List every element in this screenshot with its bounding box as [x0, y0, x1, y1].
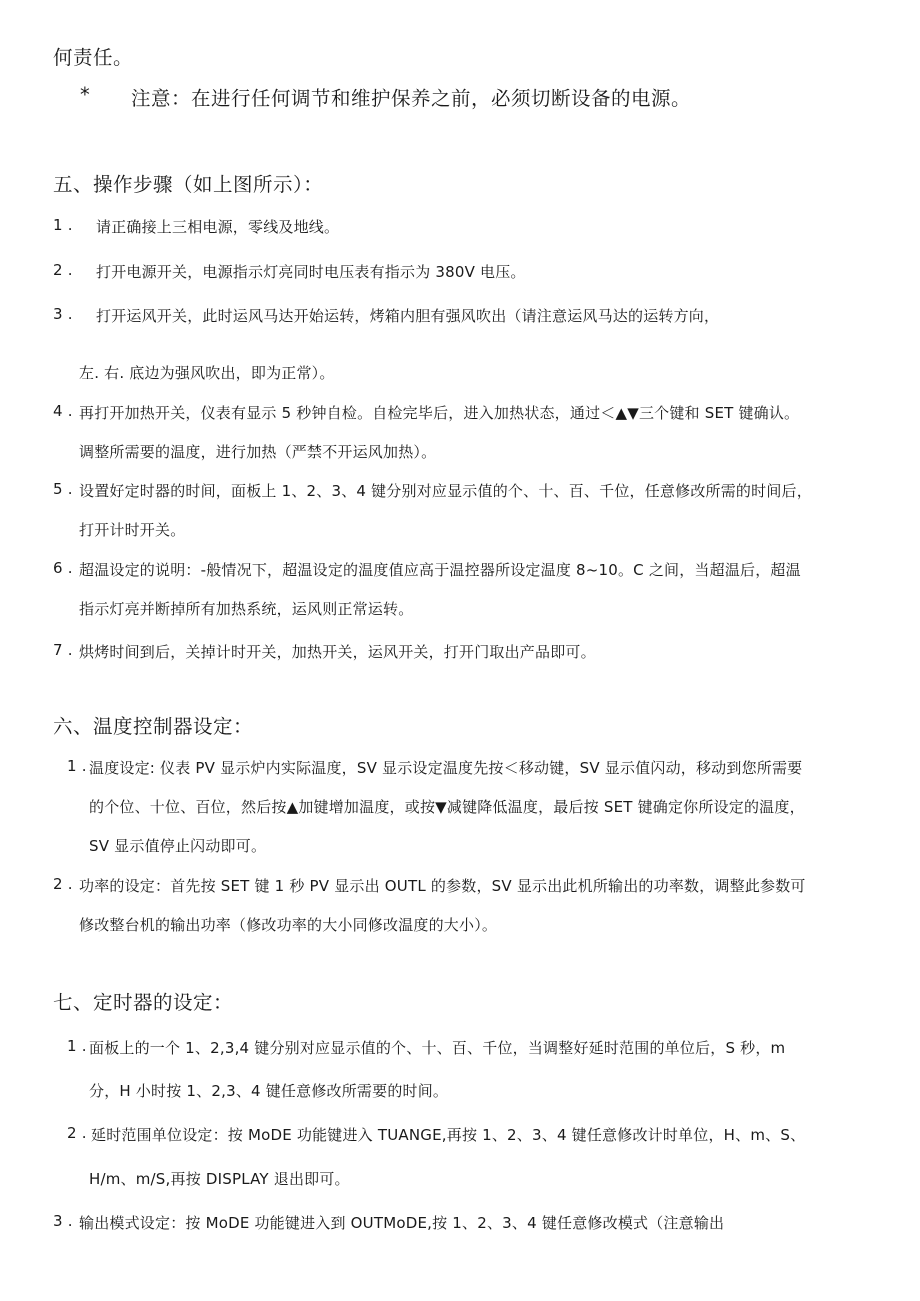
s6-item2-line1: 功率的设定：首先按 SET 键 1 秒 PV 显示出 OUTL 的参数，SV 显示出此机所输出的功率数，调整此参数可 [79, 877, 806, 895]
s7-item2-line2: H/m、m/S,再按 DISPLAY 退出即可。 [89, 1170, 350, 1188]
section6-heading: 六、温度控制器设定： [53, 715, 254, 738]
s5-item5-num: 5 . [53, 480, 73, 498]
s7-item1-num: 1 . [67, 1037, 87, 1055]
s6-item2-line2: 修改整台机的输出功率（修改功率的大小同修改温度的大小）。 [79, 916, 498, 934]
s5-item7-line1: 烘烤时间到后，关掉计时开关，加热开关，运风开关，打开门取出产品即可。 [79, 643, 596, 661]
note-text: 注意：在进行任何调节和维护保养之前，必须切断设备的电源。 [131, 87, 692, 110]
section7-heading: 七、定时器的设定： [53, 991, 234, 1014]
s6-item1-line3: SV 显示值停止闪动即可。 [89, 837, 267, 855]
s5-item3-num: 3 . [53, 305, 73, 323]
s6-item2-num: 2 . [53, 875, 73, 893]
s5-item4-line1: 再打开加热开关，仪表有显示 5 秒钟自检。自检完毕后，进入加热状态，通过＜▲▼三个键和 SET 键确认。 [79, 404, 800, 422]
s5-item2-line1: 打开电源开关，电源指示灯亮同时电压表有指示为 380V 电压。 [96, 263, 526, 281]
s5-item3-line2: 左. 右. 底边为强风吹出，即为正常）。 [79, 364, 335, 382]
s5-item6-line1: 超温设定的说明：-般情况下，超温设定的温度值应高于温控器所设定温度 8~10。C 之间，当超温后，超温 [79, 561, 801, 579]
s5-item5-line2: 打开计时开关。 [79, 521, 186, 539]
s5-item2-num: 2 . [53, 261, 73, 279]
s5-item6-num: 6 . [53, 559, 73, 577]
s7-item3-line1: 输出模式设定：按 MoDE 功能键进入到 OUTMoDE,按 1、2、3、4 键任意修改模式（注意输出 [79, 1214, 725, 1232]
s7-item3-num: 3 . [53, 1212, 73, 1230]
s6-item1-line2: 的个位、十位、百位，然后按▲加键增加温度，或按▼减键降低温度，最后按 SET 键确定你所设定的温度， [89, 798, 805, 816]
s7-item2-line1: 延时范围单位设定：按 MoDE 功能键进入 TUANGE,再按 1、2、3、4 键任意修改计时单位，H、m、S、 [91, 1126, 806, 1144]
s5-item1-num: 1 . [53, 216, 73, 234]
section5-heading: 五、操作步骤（如上图所示）： [53, 173, 324, 196]
s5-item7-num: 7 . [53, 641, 73, 659]
s5-item1-line1: 请正确接上三相电源，零线及地线。 [96, 218, 340, 236]
s5-item5-line1: 设置好定时器的时间，面板上 1、2、3、4 键分别对应显示值的个、十、百、千位，任意修改所需的时间后， [79, 482, 812, 500]
s6-item1-line1: 温度设定: 仪表 PV 显示炉内实际温度，SV 显示设定温度先按＜移动键，SV 显示值闪动，移动到您所需要 [89, 759, 803, 777]
s7-item2-num: 2 . [67, 1124, 87, 1142]
s5-item6-line2: 指示灯亮并断掉所有加热系统，运风则正常运转。 [79, 600, 414, 618]
s5-item3-line1: 打开运风开关，此时运风马达开始运转，烤箱内胆有强风吹出（请注意运风马达的运转方向， [96, 307, 720, 325]
s7-item1-line2: 分，H 小时按 1、2,3、4 键任意修改所需要的时间。 [89, 1082, 449, 1100]
s5-item4-line2: 调整所需要的温度，进行加热（严禁不开运风加热）。 [79, 443, 437, 461]
s6-item1-num: 1 . [67, 757, 87, 775]
s5-item4-num: 4 . [53, 402, 73, 420]
s7-item1-line1: 面板上的一个 1、2,3,4 键分别对应显示值的个、十、百、千位，当调整好延时范围的单位后，S 秒，m [89, 1039, 786, 1057]
note-mark: * [80, 83, 91, 106]
intro-line: 何责任。 [53, 46, 134, 69]
